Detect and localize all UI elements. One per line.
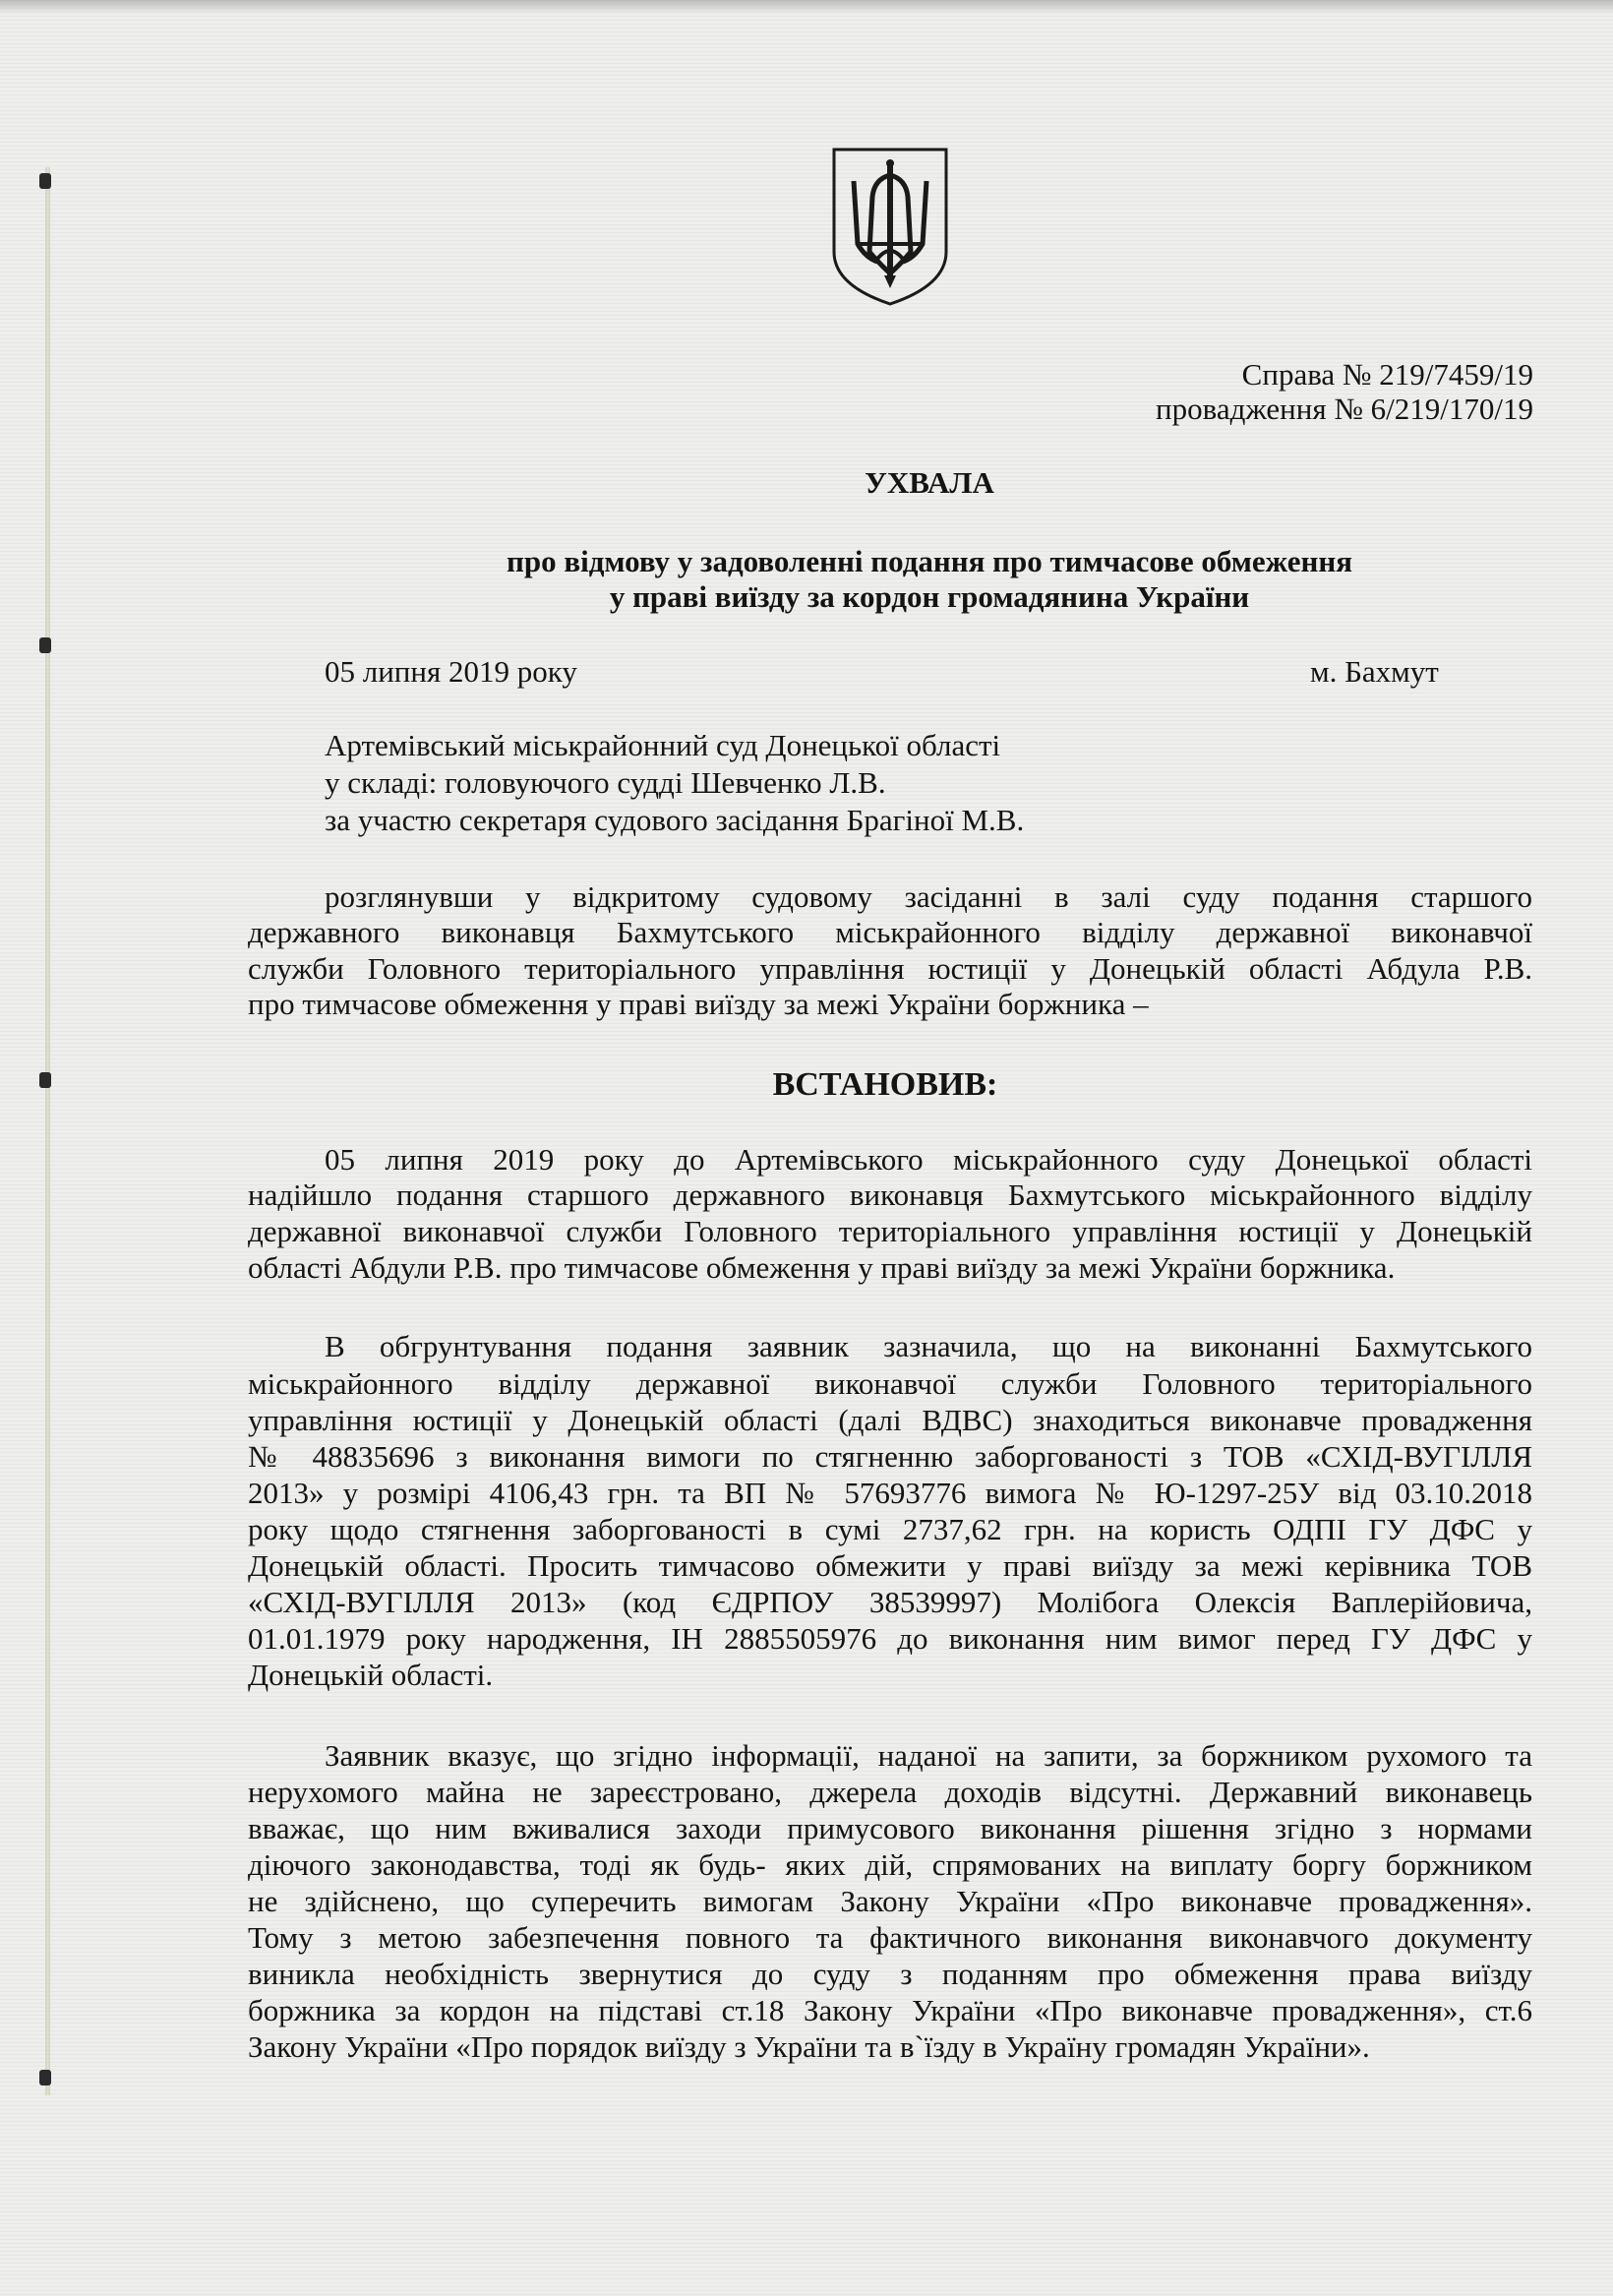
court-composition: у складі: головуючого судді Шевченко Л.В. [325, 765, 886, 800]
text-line: діючого законодавства, тоді як будь- яких дій, спрямованих на виплату боргу боржником [248, 1847, 1532, 1882]
text-line: Заявник вказує, що згідно інформації, наданої на запити, за боржником рухомого та [325, 1738, 1532, 1773]
text-line: служби Головного територіального управління юстиції у Донецькій області Абдула Р.В. [248, 951, 1532, 986]
text-line: 01.01.1979 року народження, ІН 2885505976 до виконання ним вимог перед ГУ ДФС у [248, 1621, 1532, 1656]
document-date: 05 липня 2019 року [325, 654, 577, 689]
text-line: не здійснено, що суперечить вимогам Закону України «Про виконавче провадження». [248, 1884, 1532, 1918]
text-line: 05 липня 2019 року до Артемівського міськрайонного суду Донецької області [325, 1142, 1532, 1177]
text-line: В обгрунтування подання заявник зазначила, що на виконанні Бахмутського [325, 1329, 1532, 1363]
text-line: державної виконавчої служби Головного територіального управління юстиції у Донецькій [248, 1214, 1532, 1248]
text-line: нерухомого майна не зареєстровано, джерела доходів відсутні. Державний виконавець [248, 1775, 1532, 1809]
text-line: міськрайонного відділу державної виконавчої служби Головного територіального [248, 1366, 1532, 1401]
text-line: області Абдули Р.В. про тимчасове обмеження у праві виїзду за межі України боржника. [248, 1250, 1396, 1285]
document-title: УХВАЛА [865, 465, 994, 500]
section-heading: ВСТАНОВИВ: [772, 1066, 998, 1103]
text-line: Закону України «Про порядок виїзду з України та в`їзду в Україну громадян України». [248, 2029, 1370, 2064]
text-line: управління юстиції у Донецькій області (далі ВДВС) знаходиться виконавче провадження [248, 1403, 1532, 1437]
text-line: № 48835696 з виконання вимоги по стягненню заборгованості з ТОВ «СХІД-ВУГІЛЛЯ [248, 1439, 1532, 1474]
text-line: боржника за кордон на підставі ст.18 Закону України «Про виконавче провадження», ст.6 [248, 1993, 1532, 2027]
document-subtitle-line-1: про відмову у задоволенні подання про тимчасове обмеження [507, 544, 1352, 578]
court-name: Артемівський міськрайонний суд Донецької області [325, 728, 1001, 762]
text-line: надійшло подання старшого державного виконавця Бахмутського міськрайонного відділу [248, 1178, 1532, 1212]
coat-of-arms-icon [828, 146, 952, 308]
text-line: державного виконавця Бахмутського міськрайонного відділу державної виконавчої [248, 915, 1532, 949]
proceeding-number: провадження № 6/219/170/19 [1156, 392, 1533, 426]
text-line: Донецькій області. [248, 1658, 494, 1692]
text-line: розглянувши у відкритому судовому засіданні в залі суду подання старшого [325, 879, 1532, 914]
text-line: Тому з метою забезпечення повного та фактичного виконання виконавчого документу [248, 1920, 1532, 1955]
text-line: «СХІД-ВУГІЛЛЯ 2013» (код ЄДРПОУ 38539997) Молібога Олексія Ваплерійовича, [248, 1585, 1532, 1619]
binding-hole [39, 173, 51, 189]
text-line: про тимчасове обмеження у праві виїзду за межі України боржника – [248, 987, 1149, 1021]
binding-thread [45, 167, 50, 2095]
document-city: м. Бахмут [1310, 654, 1439, 689]
text-line: Донецькій області. Просить тимчасово обмежити у праві виїзду за межі керівника ТОВ [248, 1548, 1532, 1583]
text-line: вважає, що ним вживалися заходи примусового виконання рішення згідно з нормами [248, 1811, 1532, 1845]
text-line: виникла необхідність звернутися до суду з поданням про обмеження права виїзду [248, 1957, 1532, 1991]
text-line: 2013» у розмірі 4106,43 грн. та ВП № 57693776 вимога № Ю-1297-25У від 03.10.2018 [248, 1476, 1532, 1510]
scan-shadow [0, 0, 1613, 14]
document-subtitle-line-2: у праві виїзду за кордон громадянина України [609, 579, 1250, 614]
binding-hole [39, 637, 51, 653]
case-number: Справа № 219/7459/19 [1241, 357, 1533, 392]
binding-hole [39, 2070, 51, 2085]
text-line: року щодо стягнення заборгованості в сумі 2737,62 грн. на користь ОДПІ ГУ ДФС у [248, 1512, 1532, 1546]
court-secretary: за участю секретаря судового засідання Брагіної М.В. [325, 803, 1025, 837]
